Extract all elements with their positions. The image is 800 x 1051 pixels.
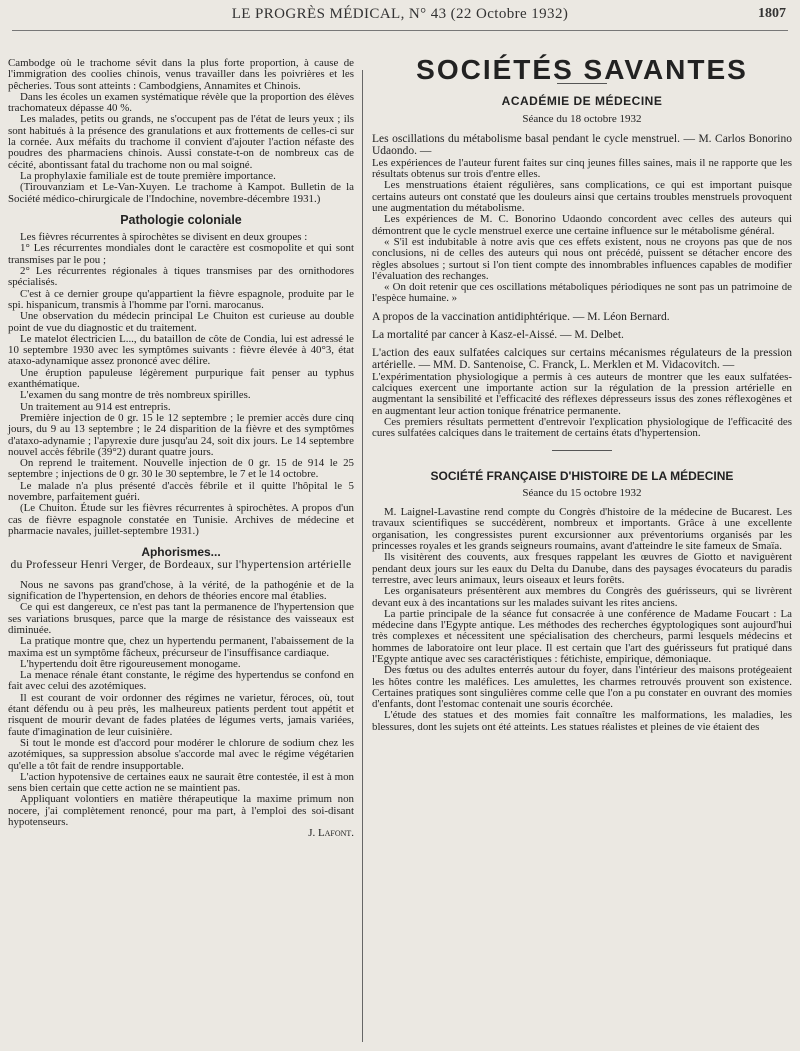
paragraph: Il est courant de voir ordonner des régimes ne varietur, féroces, où, tout étant défendu ou à peu près, les malheureux patients perdent tout appétit et risquent de mourir devant de fades platées de légumes verts, jamais variées, faute d'imagination de leur cuisinière. (8, 691, 354, 738)
section-rule (552, 450, 612, 451)
paragraph: Les fièvres récurrentes à spirochètes se divisent en deux groupes : (20, 231, 308, 244)
paragraph: L'étude des statues et des momies fait connaître les malformations, les maladies, les blessures, dont les sujets ont été atteints. Les statues réalistes et pleines de vie étaient des (372, 709, 792, 733)
aphorismes-article (8, 580, 354, 840)
article-heading: Les oscillations du métabolisme basal pendant le cycle menstruel. — M. Carlos Bonorino Udaondo. — (372, 132, 792, 157)
paragraph: Première injection de 0 gr. 15 le 12 septembre ; le premier accès dure cinq jours, du 9 au 13 septembre ; le 24 disparition de la fièvre et des symptômes d'ataxo-adynamie ; l'apyrexie dure jusqu'au 24, soit dix jours. Le 14 septembre nouvel accès fébrile (39°2) durant quatre jours. (8, 411, 354, 458)
paragraph: L'hypertendu doit être rigoureusement monogame. (20, 657, 241, 670)
paragraph: 1° Les récurrentes mondiales dont le caractère est cosmopolite et qui sont transmises par le pou ; (8, 242, 354, 266)
paragraph: Appliquant volontiers en matière thérapeutique la maxime primum non nocere, j'ai complètement renoncé, pour ma part, à l'emploi des soi-disant hypotenseurs. (8, 793, 354, 828)
banner-title: SOCIÉTÉS SAVANTES (416, 54, 748, 85)
trachome-article (8, 58, 354, 205)
paragraph: Cambodge où le trachome sévit dans la plus forte proportion, à cause de l'immigration des coolies chinois, venus travailler dans les poivrières et les pêcheries. Tous sont atteints : Cambodgiens, Annamites et Chinois. (8, 57, 354, 92)
paragraph: C'est à ce dernier groupe qu'appartient la fièvre espagnole, produite par le spi. hispanicum, transmis à l'homme par l'orni. marocanus. (8, 287, 354, 311)
paragraph: Le matelot électricien L..., du bataillon de côte de Condia, lui est adressé le 10 septembre 1930 avec les symptômes suivants : fièvre élevée à 40°3, état ataxo-adynamique assez prononcé avec délire. (8, 332, 354, 368)
section-title-pathologie: Pathologie coloniale (120, 212, 242, 227)
page-number: 1807 (758, 6, 786, 21)
right-column (372, 54, 792, 733)
column-divider (362, 70, 363, 1042)
paragraph: Les expériences de l'auteur furent faites sur cinq jeunes filles saines, mais il ne rapporte que les résultats obtenus sur trois d'entre elles. (372, 156, 792, 181)
reference: (Tirouvanziam et Le-Van-Xuyen. Le trachome à Kampot. Bulletin de la Société médico-chirurgicale de l'Indochine, novembre-décembre 1931.) (8, 181, 354, 205)
paragraph: Ils visitèrent des couvents, aux fresques rappelant les œuvres de Giotto et naviguèrent pendant deux jours sur les eaux du Delta du Danube, dans des paysages évocateurs du paradis terrestre, avec leurs animaux, leurs oiseaux et leurs forêts. (372, 551, 792, 586)
paragraph: Un traitement au 914 est entrepris. (20, 400, 171, 413)
header-rule (12, 30, 788, 31)
paragraph: Les expériences de M. C. Bonorino Udaondo concordent avec celles des auteurs qui démontrent que le cycle menstruel exerce une certaine influence sur le métabolisme général. (372, 213, 792, 237)
paragraph: Les menstruations étaient régulières, sans complications, ce qui est important puisque certains auteurs ont constaté que les douleurs ainsi que certains troubles menstruels provoquent une augmentation du métabolisme. (372, 179, 792, 215)
paragraph: Nous ne savons pas grand'chose, à la vérité, de la pathogénie et de la signification de l'hypertension, en dehors de théories encore mal établies. (8, 578, 354, 603)
paragraph: Dans les écoles un examen systématique révèle que la proportion des élèves trachomateux dépasse 40 %. (8, 90, 354, 115)
paragraph: La menace rénale étant constante, le régime des hypertendus se confond en fait avec celui des azotémiques. (8, 669, 354, 693)
paragraph: Le malade n'a plus présenté d'accès fébrile et il quitte l'hôpital le 5 novembre, parfaitement guéri. (8, 479, 354, 503)
paragraph: Ce qui est dangereux, ce n'est pas tant la permanence de l'hypertension que ses variations brusques, parce que la marge de résistance des vaisseaux est diminuée. (8, 601, 354, 636)
paragraph: 2° Les récurrentes régionales à tiques transmises par des ornithodores spécialisés. (8, 265, 354, 289)
article-heading: La mortalité par cancer à Kasz-el-Aissé. — M. Delbet. (372, 328, 624, 341)
left-column (8, 58, 354, 840)
paragraph: Ces premiers résultats permettent d'entrevoir l'explication physiologique de l'efficacité des cures sulfatées calciques dans le traitement de certains états d'hypertension. (372, 415, 792, 440)
paragraph: M. Laignel-Lavastine rend compte du Congrès d'histoire de la médecine de Bucarest. Les travaux scientifiques se succédèrent, nombreux et importants. Grâce à une excellente organisation, les congressistes purent excursionner aux préventoriums organisés par les princesses royales et les grands seigneurs roumains, avant d'atteindre le site fameux de Smaïa. (372, 506, 792, 553)
paragraph: Une éruption papuleuse légèrement purpurique fait penser au typhus exanthématique. (8, 366, 354, 391)
paragraph: « On doit retenir que ces oscillations métaboliques périodiques ne sont pas un patrimoine de l'espèce humaine. » (372, 281, 792, 305)
session-date: Séance du 15 octobre 1932 (522, 486, 642, 499)
paragraph: Les organisateurs présentèrent aux membres du Congrès des guérisseurs, qui se livrèrent devant eux à des incantations sur les malades suivant les rites anciens. (372, 585, 792, 609)
paragraph: Si tout le monde est d'accord pour modérer le chlorure de sodium chez les azotémiques, sa suppression absolue s'accorde mal avec le régime végétarien qu'elle a tôt fait de rendre insupportable. (8, 736, 354, 772)
paragraph: Les malades, petits ou grands, ne s'occupent pas de l'état de leurs yeux ; ils sont habitués à la présence des granulations et aux frottements de celles-ci sur la cornée. Aux méfaits du trachome il convient d'ajouter l'action néfaste des poudres des pharmaciens chinois. Aussi constate-t-on de nombreux cas de cécité, abontissant fatal du trachome non ou mal soigné. (8, 113, 354, 171)
author-signature: J. Lafont. (308, 827, 354, 840)
paragraph: La prophylaxie familiale est de toute première importance. (20, 169, 276, 182)
article-heading: A propos de la vaccination antidiphtérique. — M. Léon Bernard. (372, 310, 670, 323)
paragraph: L'expérimentation physiologique a permis à ces auteurs de montrer que les eaux sulfatées-calciques exercent une importante action sur la régulation de la pression artérielle en augmentant la sensibilité et l'efficacité des réflexes dépresseurs issus des zones réflexogènes et en augmentant leur action tonique frénatrice permanente. (372, 370, 792, 417)
paragraph: On reprend le traitement. Nouvelle injection de 0 gr. 15 de 914 le 25 septembre ; injections de 0 gr. 30 le 30 septembre, le 7 et le 14 octobre. (8, 457, 354, 481)
paragraph: L'action hypotensive de certaines eaux ne saurait être contestée, il est à mon sens bien certain que cette action ne se maintient pas. (8, 770, 354, 795)
running-title: LE PROGRÈS MÉDICAL, N° 43 (22 Octobre 1932) (231, 6, 569, 22)
pathologie-article (8, 232, 354, 537)
paragraph: La pratique montre que, chez un hypertendu permanent, l'abaissement de la maxima est un symptôme fâcheux, précurseur de l'insuffisance cardiaque. (8, 635, 354, 659)
society-title-histoire: SOCIÉTÉ FRANÇAISE D'HISTOIRE DE LA MÉDECINE (430, 468, 734, 483)
paragraph: L'examen du sang montre de très nombreux spirilles. (20, 389, 251, 402)
paragraph: La partie principale de la séance fut consacrée à une conférence de Madame Foucart : La médecine dans l'Egypte antique. Les méthodes des recherches égyptologiques sont aujourd'hui très complexes et nécessitent une spécialisation des chercheurs, parmi lesquels médecins et hommes de laboratoire ont leur place. Il est certain que l'art des guérisseurs fut pratiqué dans l'Egypte antique avec ses caractéristiques : fétichiste, empirique, démoniaque. (372, 607, 792, 665)
session-date: Séance du 18 octobre 1932 (522, 112, 642, 125)
paragraph: Une observation du médecin principal Le Chuiton est curieuse au double point de vue du diagnostic et du traitement. (8, 310, 354, 334)
article-heading: L'action des eaux sulfatées calciques sur certains mécanismes régulateurs de la pression artérielle. — MM. D. Santenoise, C. Franck, L. Merklen et M. Vidacovitch. — (372, 346, 792, 371)
paragraph: Des fœtus ou des adultes enterrés autour du foyer, dans l'intérieur des maisons protégeaient les hôtes contre les maléfices. Les amulettes, les charmes retrouvés prouvent son existence. Certaines pratiques sont singulières comme celle que l'on a pu constater en ouvrant des momies d'enfants, dont l'estomac contenait une souris écorchée. (372, 664, 792, 711)
aphorismes-subtitle: du Professeur Henri Verger, de Bordeaux, sur l'hypertension artérielle (10, 559, 352, 572)
section-title-aphorismes: Aphorismes... (141, 545, 221, 560)
reference: (Le Chuiton. Étude sur les fièvres récurrentes à spirochètes. A propos d'un cas de fièvre espagnole constatée en Tunisie. Archives de médecine et pharmacie navales, juillet-septembre 1931.) (8, 502, 354, 537)
paragraph: « S'il est indubitable à notre avis que ces effets existent, nous ne croyons pas que de nos conclusions, ni de celles des auteurs qui nous ont précédé, puissent se détacher encore des règles absolues ; surtout si l'on tient compte des innombrables influences capables de modifier l'évaluation des rechanges. (372, 235, 792, 282)
society-title-academie: ACADÉMIE DE MÉDECINE (501, 94, 663, 109)
page-header (12, 6, 788, 36)
